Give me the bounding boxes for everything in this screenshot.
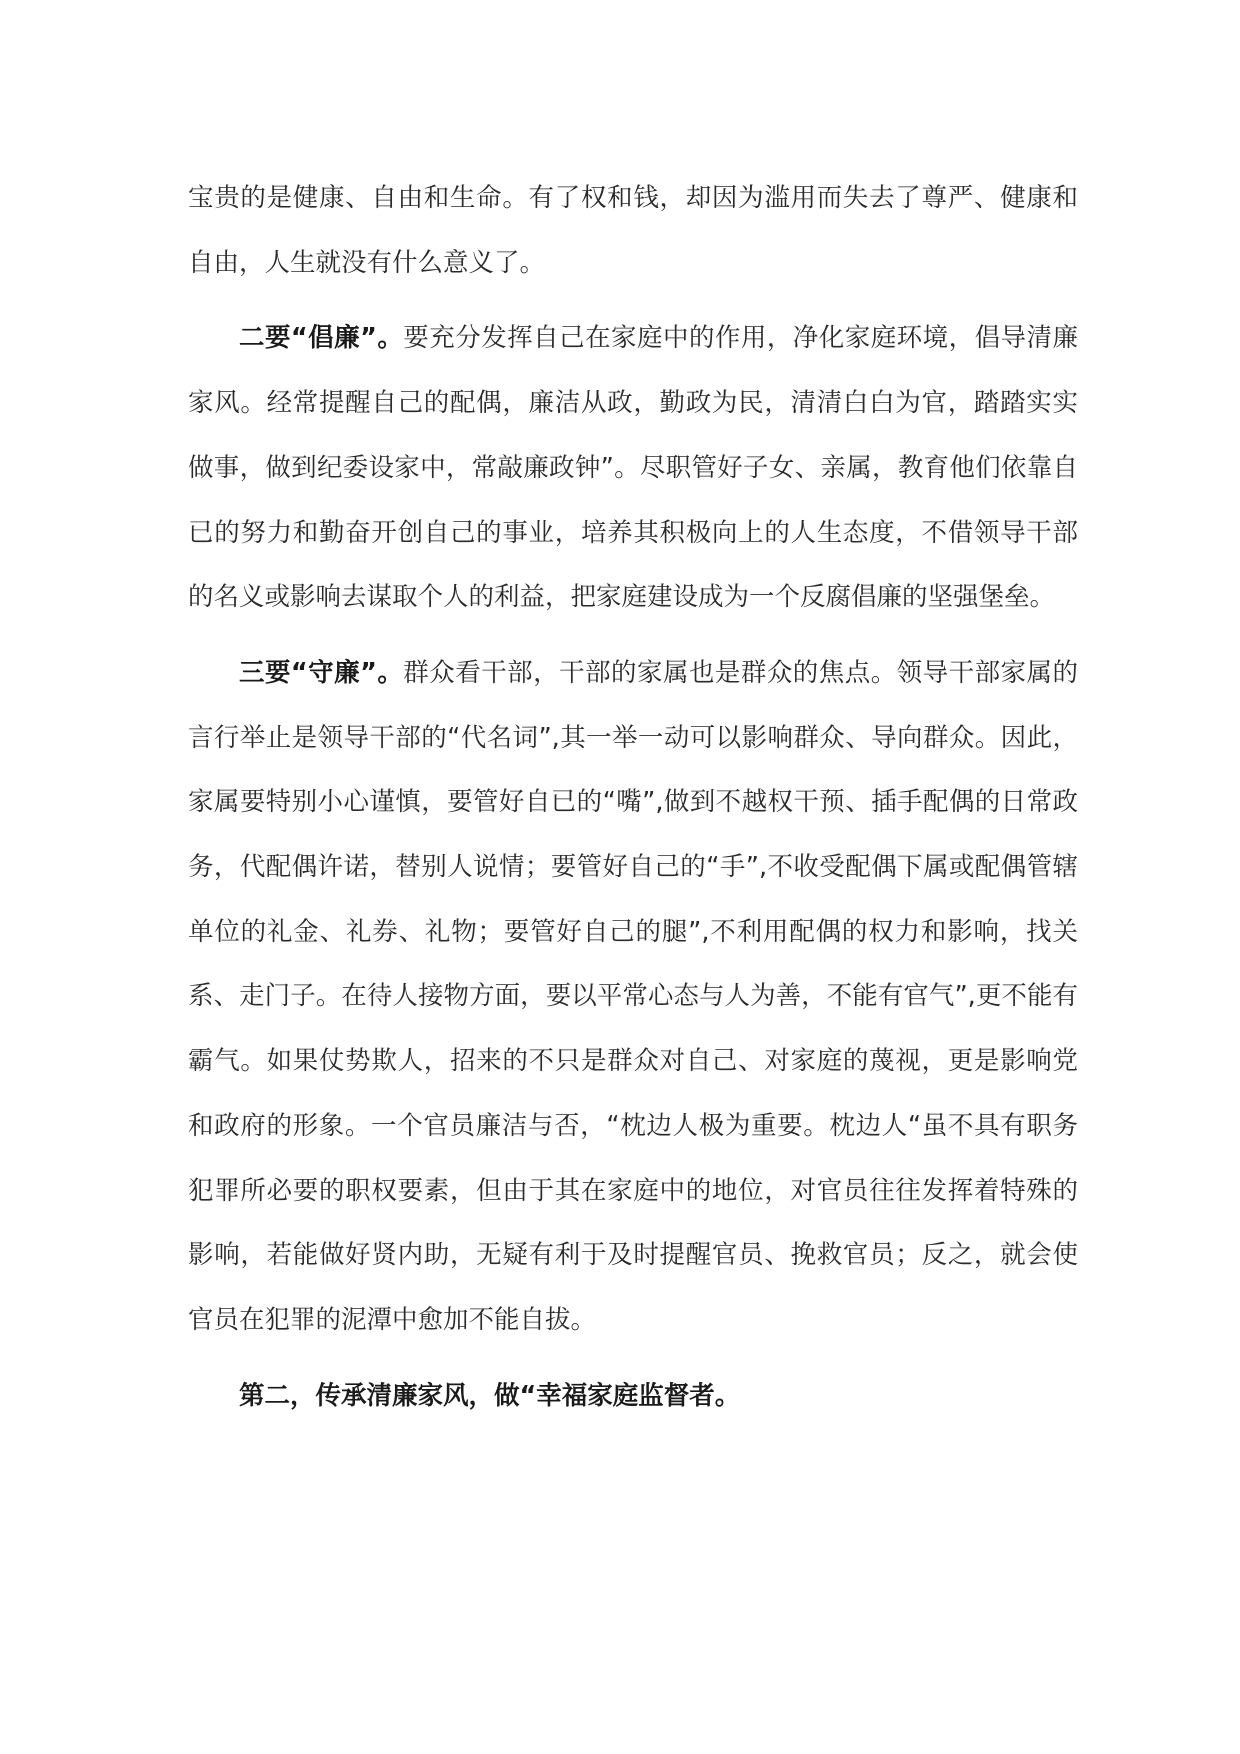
paragraph-text: 宝贵的是健康、自由和生命。有了权和钱，却因为滥用而失去了尊严、健康和自由，人生就没有什么意义了。	[188, 183, 1078, 278]
paragraph-text: 要充分发挥自己在家庭中的作用，净化家庭环境，倡导清廉家风。经常提醒自己的配偶，廉洁从政，勤政为民，清清白白为官，踏踏实实做事，做到纪委设家中，常敲廉政钟”。尽职管好子女、亲属，教育他们依靠自已的努力和勤奋开创自己的事业，培养其积极向上的人生态度，不借领导干部的名义或影响去谋取个人的利益，把家庭建设成为一个反腐倡廉的坚强堡垒。	[188, 323, 1078, 613]
paragraph-lead: 三要“守廉”。	[239, 657, 404, 688]
paragraph-advocate-integrity	[188, 306, 1078, 630]
document-body	[188, 166, 1078, 1428]
paragraph-keep-integrity	[188, 641, 1078, 1353]
section-heading	[188, 1364, 1078, 1429]
paragraph-text: 群众看干部，干部的家属也是群众的焦点。领导干部家属的言行举止是领导干部的“代名词”,其一举一动可以影响群众、导向群众。因此，家属要特别小心谨慎，要管好自已的“嘴”,做到不越权干预、插手配偶的日常政务，代配偶许诺，替别人说情；要管好自己的“手”,不收受配偶下属或配偶管辖单位的礼金、礼券、礼物；要管好自己的腿”,不利用配偶的权力和影响，找关系、走门子。在待人接物方面，要以平常心态与人为善，不能有官气”,更不能有霸气。如果仗势欺人，招来的不只是群众对自己、对家庭的蔑视，更是影响党和政府的形象。一个官员廉洁与否，“枕边人极为重要。枕边人“虽不具有职务犯罪所必要的职权要素，但由于其在家庭中的地位，对官员往往发挥着特殊的影响，若能做好贤内助，无疑有利于及时提醒官员、挽救官员；反之，就会使官员在犯罪的泥潭中愈加不能自拔。	[188, 657, 1078, 1335]
paragraph-lead: 二要“倡廉”。	[239, 323, 404, 354]
paragraph-continuation	[188, 166, 1078, 295]
section-heading-text: 第二，传承清廉家风，做“幸福家庭监督者。	[239, 1380, 741, 1411]
